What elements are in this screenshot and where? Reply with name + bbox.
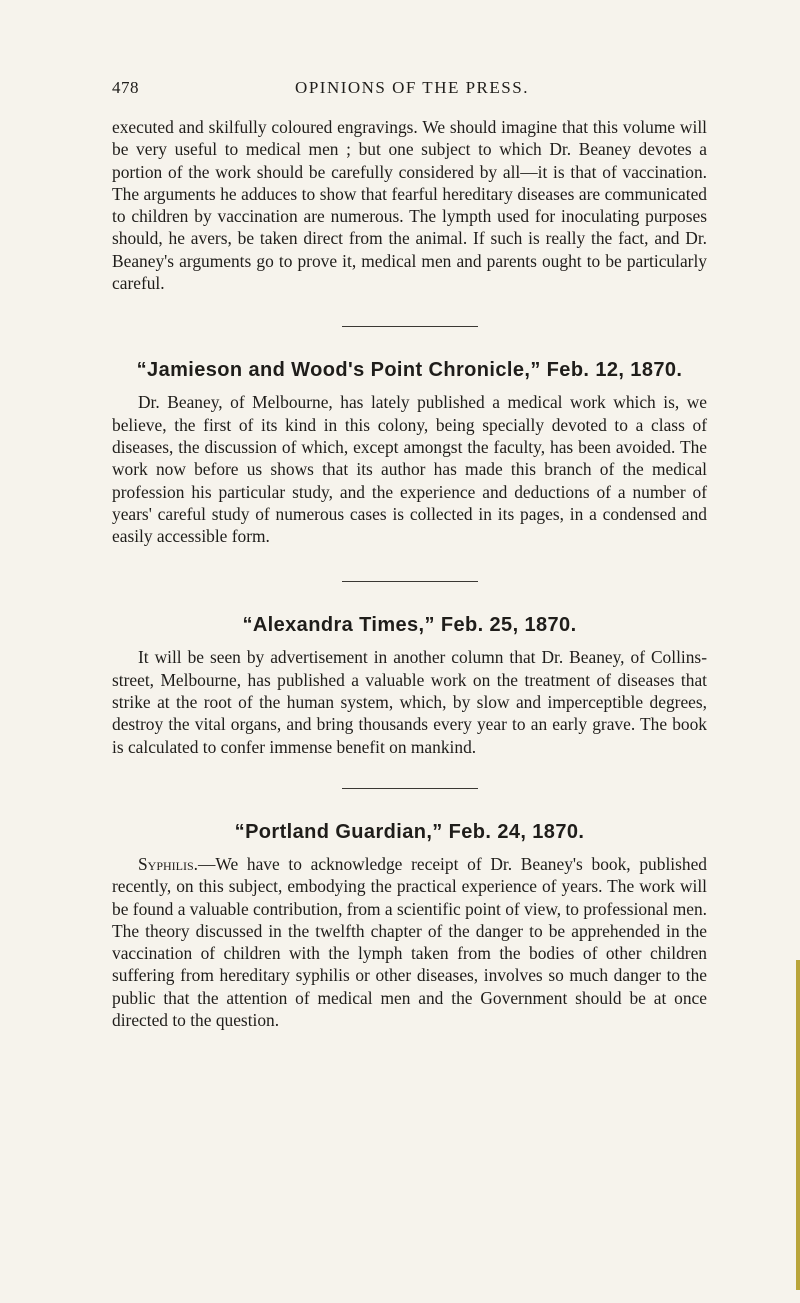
running-head xyxy=(112,78,712,102)
paragraph-body: —We have to acknowledge receipt of Dr. Beaney's book, published recently, on this subject, embodying the practical experience of years. The work will be found a valuable contribution, from a scientific point of view, to professional men. The theory discussed in the twelfth chapter of the danger to be apprehended in the vaccination of children with the lymph taken from the bodies of other children suffering from hereditary syphilis or other diseases, involves so much danger to the public that the attention of medical men and the Government should be at once directed to the question. xyxy=(112,853,707,1031)
section-heading-alexandra: “Alexandra Times,” Feb. 25, 1870. xyxy=(242,614,577,637)
running-head-title: OPINIONS OF THE PRESS. xyxy=(295,78,529,97)
section-paragraph-portland xyxy=(112,853,707,1031)
continued-paragraph: executed and skilfully coloured engravings. We should imagine that this volume will be very useful to medical men ; but one subject to which Dr. Beaney devotes a portion of the work should be carefully considered by all—it is that of vaccination. The arguments he adduces to show that fearful hereditary diseases are communicated to children by vaccination are numerous. The lympth used for inoculating purposes should, he avers, be taken direct from the animal. If such is really the fact, and Dr. Beaney's arguments go to prove it, medical men and parents ought to be particularly careful. xyxy=(112,117,707,294)
section-heading-portland: “Portland Guardian,” Feb. 24, 1870. xyxy=(234,820,585,843)
section-divider xyxy=(342,788,478,789)
section-divider xyxy=(342,326,478,327)
section-divider xyxy=(342,581,478,582)
page-content xyxy=(112,116,707,1031)
section-paragraph-alexandra: It will be seen by advertisement in another column that Dr. Beaney, of Collins-street, Melbourne, has published a valuable work on the treatment of diseases that strike at the root of the human system, which, by slow and imperceptible degrees, destroy the vital organs, and bring thousands every year to an early grave. The book is calculated to confer immense benefit on mankind. xyxy=(112,647,707,757)
section-heading-jamieson: “Jamieson and Wood's Point Chronicle,” Feb. 12, 1870. xyxy=(136,359,683,382)
page-edge-tint xyxy=(796,960,800,1290)
run-in-lead: Syphilis. xyxy=(138,853,199,874)
page-number: 478 xyxy=(112,78,139,97)
section-paragraph-jamieson: Dr. Beaney, of Melbourne, has lately published a medical work which is, we believe, the first of its kind in this colony, being specially devoted to a class of diseases, the discussion of which, except amongst the faculty, has been avoided. The work now before us shows that its author has made this branch of the medical profession his particular study, and the experience and deductions of a number of years' careful study of numerous cases is collected in its pages, in a condensed and easily accessible form. xyxy=(112,392,707,547)
